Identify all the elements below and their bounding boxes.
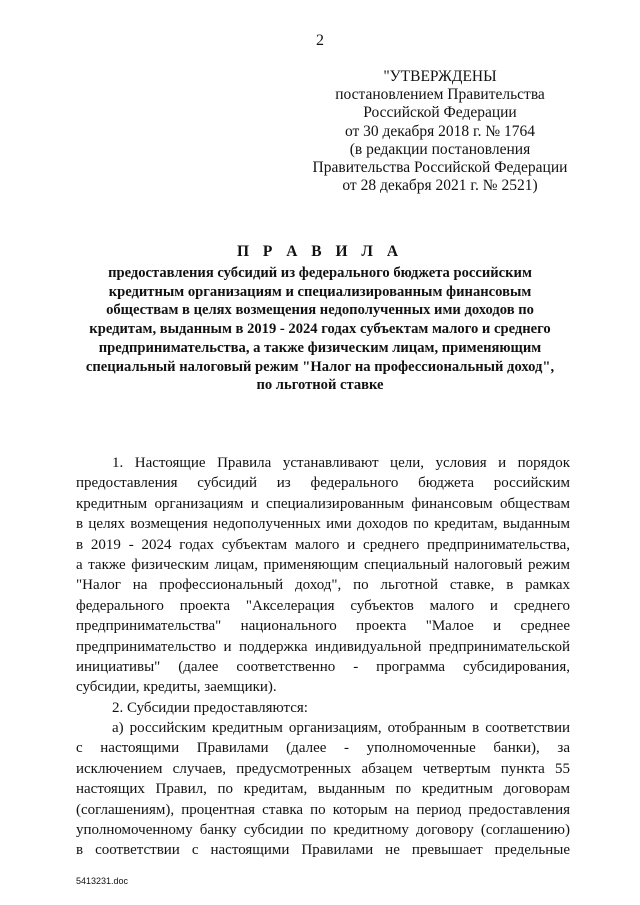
approval-line: Правительства Российской Федерации [312, 159, 568, 177]
paragraph-1-line: а также физическим лицам, применяющим специальный налоговый режим [76, 556, 570, 573]
approval-line: "УТВЕРЖДЕНЫ [383, 68, 497, 85]
paragraph-1-line: предпринимательства" национального проекта "Малое и среднее [76, 618, 570, 635]
approval-line: Российской Федерации [363, 104, 517, 122]
paragraph-1-line: в целях возмещения недополученных ими доходов по кредитам, выданным [76, 516, 570, 533]
approval-block [300, 68, 580, 195]
paragraph-1-line: "Налог на профессиональный доход", по льготной ставке, в рамках [76, 577, 570, 594]
document-body [76, 453, 570, 861]
document-subtitle [60, 264, 580, 395]
subparagraph-a-line: в соответствии с настоящими Правилами не превышает предельные [76, 842, 570, 859]
approval-line: постановлением Правительства [335, 86, 545, 104]
approval-line: от 30 декабря 2018 г. № 1764 [344, 122, 536, 140]
subtitle-line: предпринимательства, а также физическим лицам, применяющим [98, 339, 542, 356]
file-name-footer: 5413231.doc [76, 876, 129, 886]
paragraph-1-line: в 2019 - 2024 годах субъектам малого и среднего предпринимательства, [76, 536, 570, 553]
paragraph-1-line: кредитным организациям и специализированным финансовым обществам [76, 495, 570, 512]
paragraph-1-line: инициативы" (далее соответственно - программа субсидирования, [76, 658, 570, 675]
subtitle-line: предоставления субсидий из федерального бюджета российским [108, 265, 532, 281]
paragraph-1-line: субсидии, кредиты, заемщики). [76, 679, 277, 696]
subparagraph-a-line: а) российским кредитным организациям, отобранным в соответствии [112, 720, 570, 737]
paragraph-2-line: 2. Субсидии предоставляются: [112, 699, 308, 716]
subtitle-line: кредитам, выданным в 2019 - 2024 годах субъектам малого и среднего [89, 321, 551, 338]
subtitle-line: специальный налоговый режим "Налог на профессиональный доход", [85, 358, 555, 375]
subparagraph-a-line: исключением случаев, предусмотренных абзацем четвертым пункта 55 [76, 760, 570, 777]
paragraph-1-line: предпринимательство и поддержка индивидуальной предпринимательской [76, 638, 570, 655]
subtitle-line: кредитным организациям и специализированным финансовым [108, 283, 532, 300]
subtitle-line: обществам в целях возмещения недополученных ими доходов по [106, 302, 534, 319]
approval-line: (в редакции постановления [349, 140, 531, 158]
approval-line: от 28 декабря 2021 г. № 2521) [342, 177, 538, 195]
paragraph-1-line: федерального проекта "Акселерация субъектов малого и среднего [76, 597, 570, 614]
subparagraph-a-line: с настоящими Правилами (далее - уполномоченные банки), за [76, 740, 570, 757]
subparagraph-a-line: (соглашениям), процентная ставка по которым на период предоставления [76, 801, 570, 818]
paragraph-1-line: предоставления субсидий из федерального бюджета российским [76, 475, 570, 492]
subtitle-line: по льготной ставке [256, 377, 384, 394]
paragraph-1-line: 1. Настоящие Правила устанавливают цели, условия и порядок [112, 455, 570, 471]
subparagraph-a-line: уполномоченному банку субсидии по кредитному договору (соглашению) [76, 822, 570, 839]
page-number: 2 [316, 32, 324, 49]
subparagraph-a-line: настоящих Правил, по кредитам, выданным по кредитным договорам [76, 781, 570, 798]
document-title: П Р А В И Л А [236, 243, 404, 260]
